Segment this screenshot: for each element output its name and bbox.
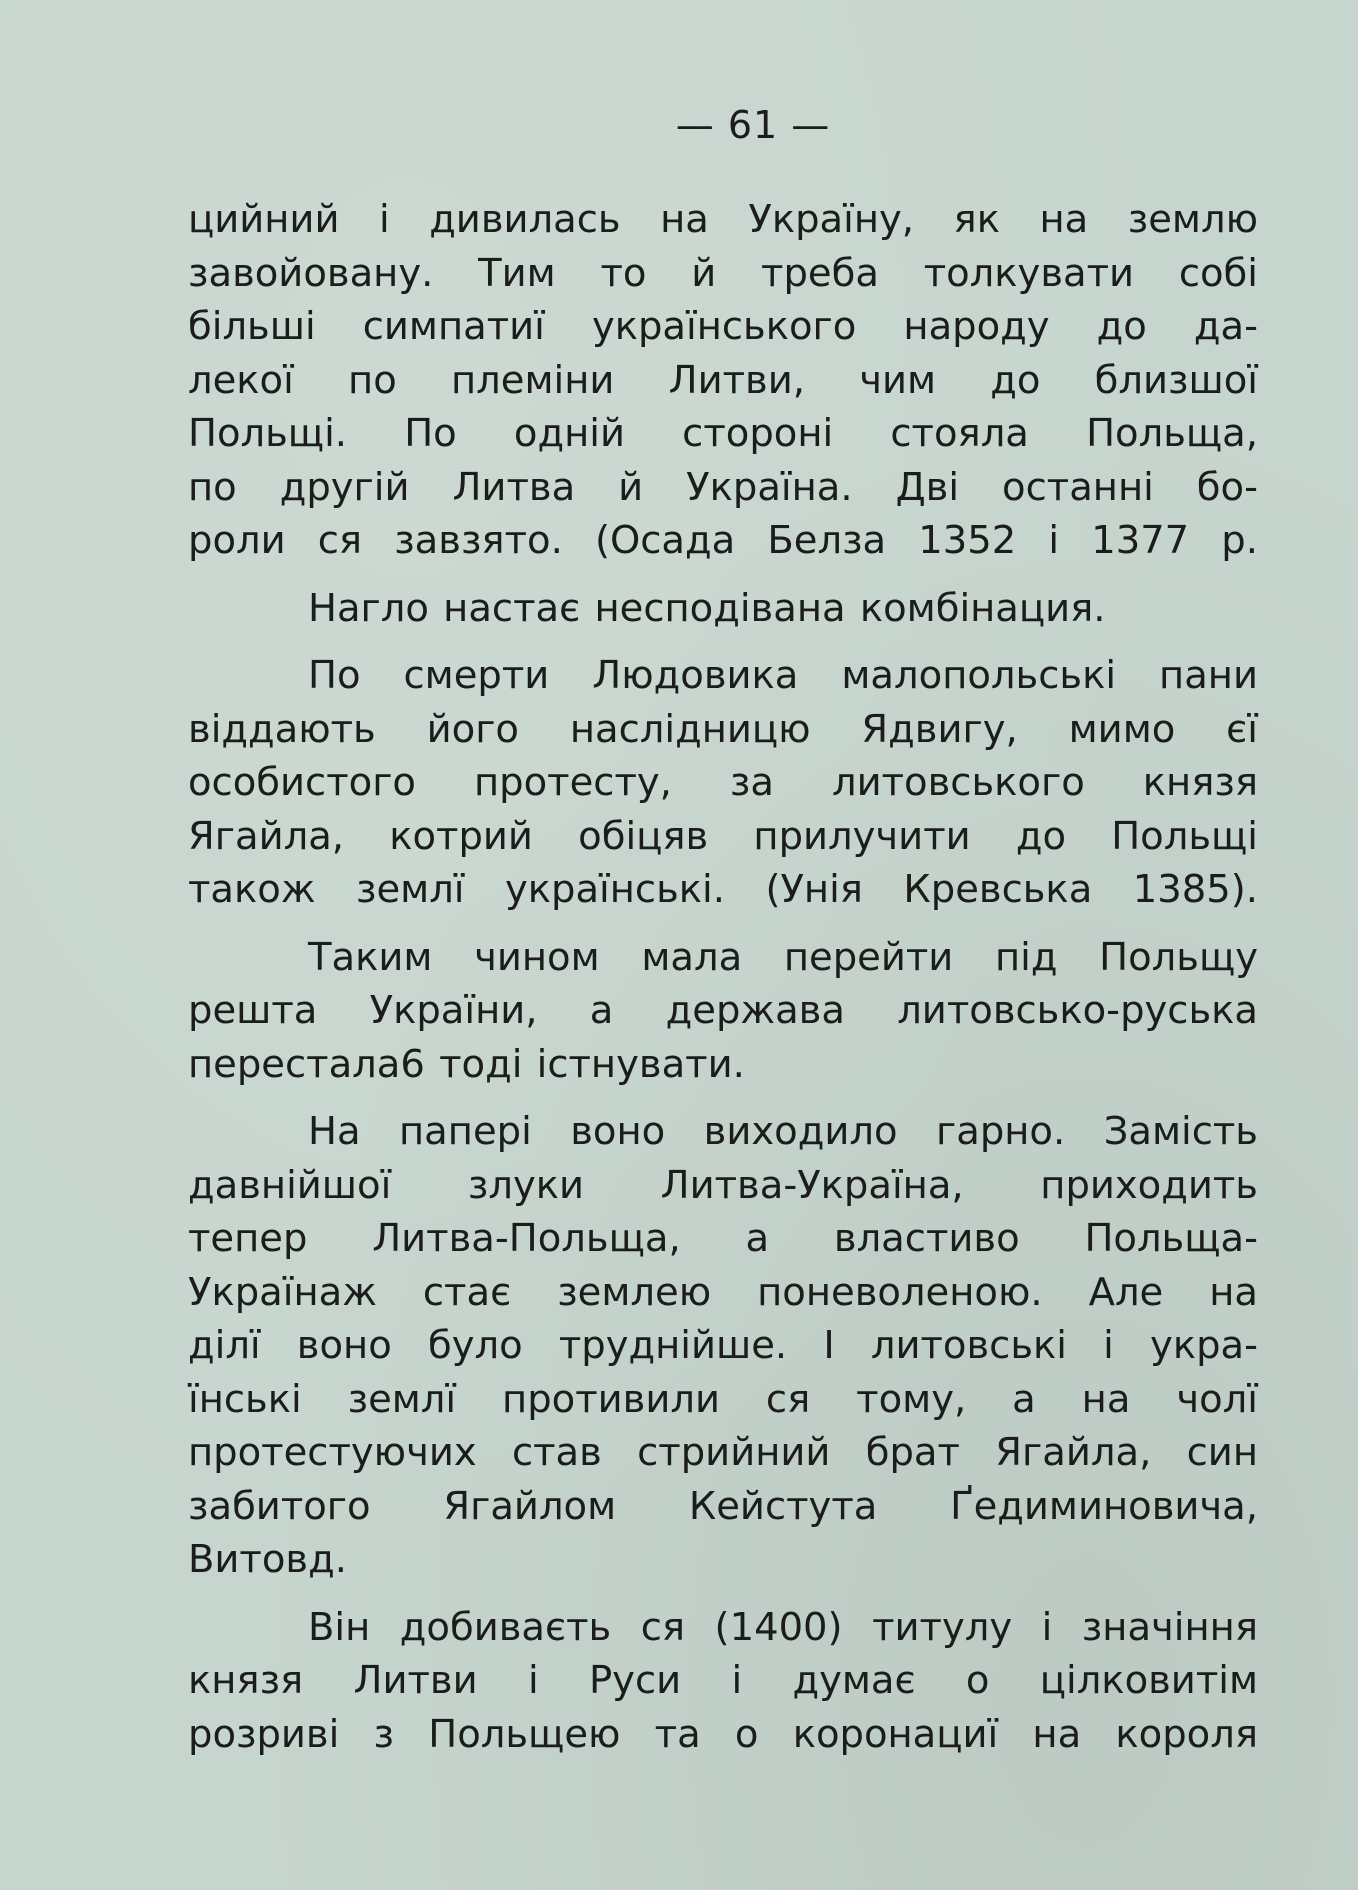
text-line: Витовд. bbox=[188, 1537, 347, 1582]
text-line: їнські землї противили ся тому, а на чолї bbox=[188, 1376, 1258, 1422]
text-line: Польщі. По одній стороні стояла Польща, bbox=[188, 411, 1258, 456]
text-line: По смерти Людовика малопольські пани bbox=[308, 653, 1258, 698]
paragraph-5 bbox=[188, 1105, 1258, 1587]
text-line: Таким чином мала перейти під Польщу bbox=[308, 934, 1258, 980]
text-line: лекої по племіни Литви, чим до близшої bbox=[188, 357, 1258, 403]
text-line: перестала6 тоді істнувати. bbox=[188, 1041, 745, 1087]
text-line: забитого Ягайлом Кейстута Ґедиминовича, bbox=[188, 1483, 1258, 1529]
text-line: роли ся завзято. (Осада Белза 1352 і 1377 р. bbox=[188, 518, 1258, 563]
text-line: Він добиваєть ся (1400) титулу і значіння bbox=[308, 1604, 1258, 1650]
paragraph-2 bbox=[188, 582, 1258, 636]
paragraph-6 bbox=[188, 1601, 1258, 1762]
text-line: Нагло настає несподівана комбінация. bbox=[308, 585, 1106, 631]
text-line: Українаж стає землею поневоленою. Але на bbox=[188, 1269, 1258, 1315]
paragraph-3 bbox=[188, 649, 1258, 917]
text-line: тепер Литва-Польща, а властиво Польща- bbox=[188, 1216, 1258, 1261]
text-line: На папері воно виходило гарно. Замість bbox=[308, 1109, 1258, 1154]
text-line: завойовану. Тим то й треба толкувати собі bbox=[188, 250, 1258, 296]
text-line: також землї українські. (Унія Кревська 1385). bbox=[188, 867, 1258, 912]
text-line: розриві з Польщею та о коронациї на короля bbox=[188, 1711, 1258, 1757]
paragraph-4 bbox=[188, 931, 1258, 1092]
text-line: по другій Литва й Україна. Дві останні бо- bbox=[188, 464, 1258, 510]
body-text bbox=[188, 193, 1258, 1761]
page-number: — 61 — bbox=[675, 103, 831, 147]
text-line: цийний і дивилась на Україну, як на землю bbox=[188, 197, 1258, 242]
text-line: віддають його наслідницю Ядвигу, мимо єї bbox=[188, 706, 1258, 752]
text-line: більші симпатиї українського народу до да- bbox=[188, 304, 1258, 349]
text-line: Ягайла, котрий обіцяв прилучити до Польщі bbox=[188, 813, 1258, 859]
text-line: решта України, а держава литовсько-руська bbox=[188, 988, 1258, 1033]
paragraph-1 bbox=[188, 193, 1258, 568]
text-line: особистого протесту, за литовського князя bbox=[188, 760, 1258, 805]
text-line: протестуючих став стрийний брат Ягайла, син bbox=[188, 1430, 1258, 1475]
text-line: ділї воно було труднійше. І литовські і укра- bbox=[188, 1323, 1258, 1368]
text-line: князя Литви і Руси і думає о цілковитім bbox=[188, 1658, 1258, 1703]
text-line: давнійшої злуки Литва-Україна, приходить bbox=[188, 1162, 1258, 1208]
